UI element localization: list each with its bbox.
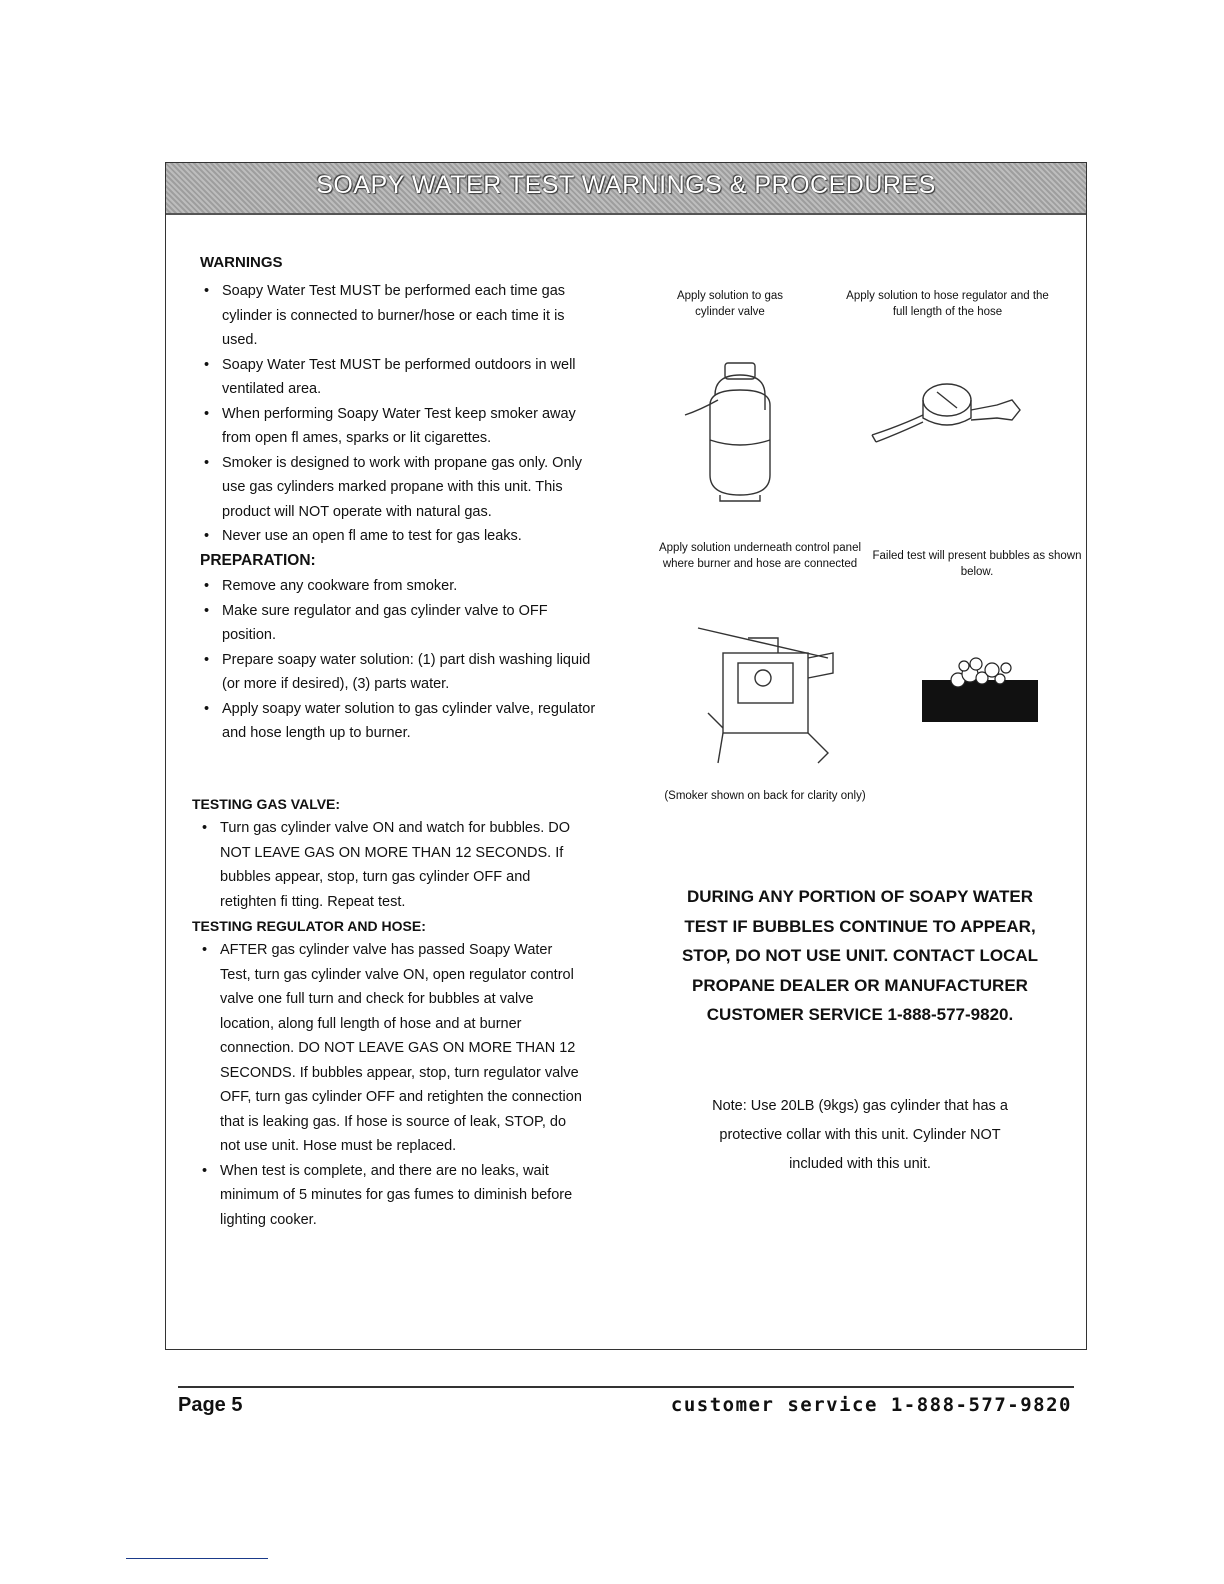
testing-valve-heading: TESTING GAS VALVE: bbox=[192, 796, 341, 812]
page-number: Page 5 bbox=[178, 1394, 243, 1416]
list-item: • Smoker is designed to work with propane gas only. Only use gas cylinders marked propane with this unit. This product will NOT operate with natural gas. bbox=[200, 451, 600, 525]
footer-divider bbox=[178, 1386, 1074, 1388]
list-item: • Prepare soapy water solution: (1) part dish washing liquid (or more if desired), (3) parts water. bbox=[200, 648, 600, 697]
caption-control-panel: Apply solution underneath control panel where burner and hose are connected bbox=[658, 542, 862, 570]
footer-customer-service: customer service 1-888-577-9820 bbox=[670, 1394, 1072, 1416]
testing-regulator-list bbox=[198, 938, 583, 1232]
warnings-heading: WARNINGS bbox=[200, 254, 283, 271]
bubbles-illustration bbox=[918, 652, 1042, 724]
note-line: protective collar with this unit. Cylinder NOT bbox=[719, 1127, 1001, 1143]
warning-line: DURING ANY PORTION OF SOAPY WATER bbox=[686, 887, 1033, 906]
testing-regulator-heading: TESTING REGULATOR AND HOSE: bbox=[192, 918, 426, 934]
regulator-illustration bbox=[862, 370, 1032, 470]
list-item: • Turn gas cylinder valve ON and watch for bubbles. DO NOT LEAVE GAS ON MORE THAN 12 SECONDS. If bubbles appear, stop, turn gas cylinder OFF and retighten fi tting. Repeat test. bbox=[198, 816, 583, 914]
list-item: • Soapy Water Test MUST be performed each time gas cylinder is connected to burner/hose or each time it is used. bbox=[200, 279, 600, 353]
list-item: • AFTER gas cylinder valve has passed Soapy Water Test, turn gas cylinder valve ON, open regulator control valve one full turn and check for bubbles at valve location, along full length of hose and at burner connection. DO NOT LEAVE GAS ON MORE THAN 12 SECONDS. If bubbles appear, stop, turn regulator valve OFF, turn gas cylinder OFF and retighten the connection that is leaking gas. If hose is source of leak, STOP, do not use unit. Hose must be replaced. bbox=[198, 938, 583, 1159]
warning-line: PROPANE DEALER OR MANUFACTURER bbox=[692, 975, 1028, 995]
bottom-rule bbox=[126, 1558, 268, 1559]
list-item: • Make sure regulator and gas cylinder valve to OFF position. bbox=[200, 599, 600, 648]
preparation-heading: PREPARATION: bbox=[200, 552, 316, 569]
list-item: • When test is complete, and there are no leaks, wait minimum of 5 minutes for gas fumes to diminish before lighting cooker. bbox=[198, 1159, 583, 1233]
warning-line: STOP, DO NOT USE UNIT. CONTACT LOCAL bbox=[681, 946, 1039, 965]
list-item: • Never use an open fl ame to test for gas leaks. bbox=[200, 524, 600, 549]
section-banner bbox=[166, 163, 1086, 215]
list-item: • Soapy Water Test MUST be performed outdoors in well ventilated area. bbox=[200, 353, 600, 402]
note-line: Note: Use 20LB (9kgs) gas cylinder that has a bbox=[712, 1098, 1008, 1114]
gas-cylinder-illustration bbox=[680, 355, 800, 505]
page-title: SOAPY WATER TEST WARNINGS & PROCEDURES bbox=[316, 171, 936, 199]
critical-warning bbox=[640, 882, 1080, 1030]
caption-smoker-note: (Smoker shown on back for clarity only) bbox=[664, 790, 866, 802]
list-item: • Remove any cookware from smoker. bbox=[200, 574, 600, 599]
caption-regulator: Apply solution to hose regulator and the full length of the hose bbox=[846, 290, 1049, 318]
preparation-list bbox=[200, 574, 600, 746]
caption-cylinder: Apply solution to gas cylinder valve bbox=[676, 290, 784, 318]
control-panel-illustration bbox=[688, 618, 838, 768]
warning-line: TEST IF BUBBLES CONTINUE TO APPEAR, bbox=[684, 916, 1036, 936]
list-item: • When performing Soapy Water Test keep smoker away from open fl ames, sparks or lit cigarettes. bbox=[200, 402, 600, 451]
list-item: • Apply soapy water solution to gas cylinder valve, regulator and hose length up to burner. bbox=[200, 697, 600, 746]
warnings-list bbox=[200, 279, 600, 549]
testing-valve-list bbox=[198, 816, 583, 914]
warning-line: CUSTOMER SERVICE 1-888-577-9820. bbox=[706, 1005, 1014, 1024]
caption-bubbles: Failed test will present bubbles as shown below. bbox=[872, 550, 1082, 578]
cylinder-note bbox=[660, 1092, 1060, 1179]
note-line: included with this unit. bbox=[789, 1156, 931, 1172]
